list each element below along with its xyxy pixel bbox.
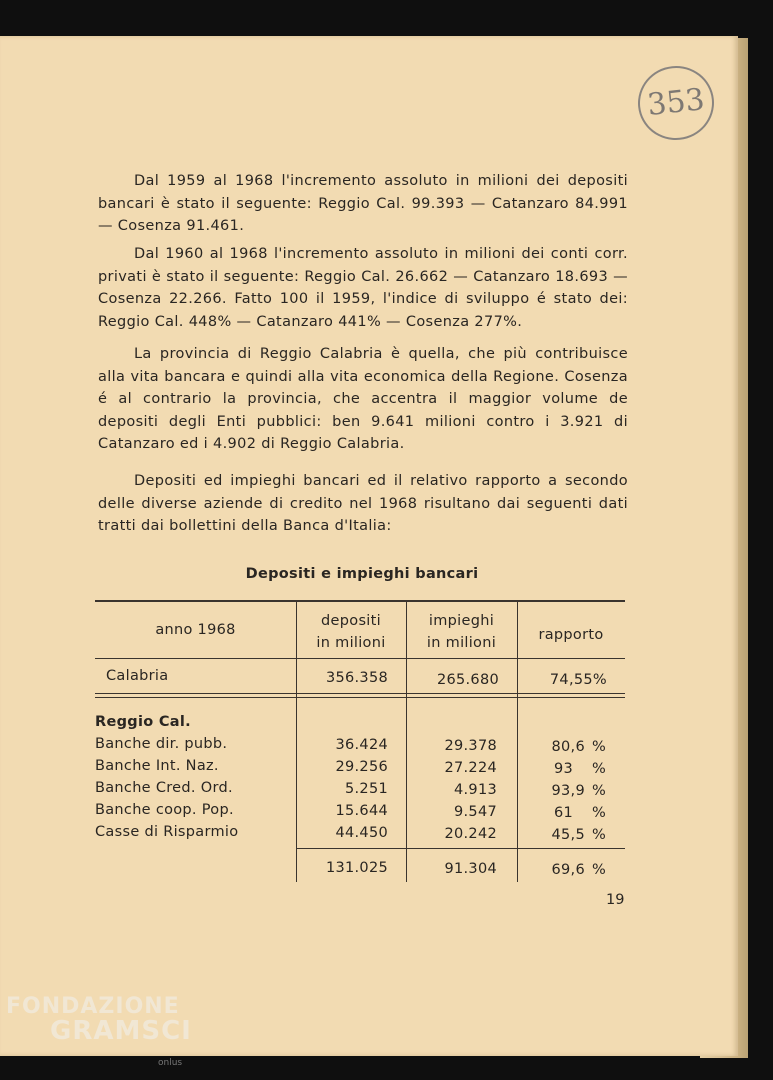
calabria-rule-1 <box>95 693 625 694</box>
total-loans: 91.304 <box>444 861 497 877</box>
watermark-line2: GRAMSCI <box>50 1016 192 1046</box>
table-title: Depositi e impieghi bancari <box>245 566 479 582</box>
paragraph-1: Dal 1959 al 1968 l'incremento assoluto in milioni dei depositi bancari è stato il seguente: Reggio Cal. 99.393 — Catanzaro 84.991 — Cosenza 91.461. <box>98 173 628 234</box>
row-deposits: 29.256 <box>335 759 388 775</box>
row-loans: 29.378 <box>444 738 497 754</box>
section-reggio-cal: Reggio Cal. <box>95 714 191 730</box>
row-label: Casse di Risparmio <box>95 824 239 840</box>
row-ratio: 61 <box>553 805 573 821</box>
row-ratio: 93,9 <box>551 783 585 799</box>
row-label: Banche Int. Naz. <box>95 758 219 774</box>
row-loans: 9.547 <box>453 804 497 820</box>
watermark-logo <box>6 994 192 1068</box>
calabria-rule-2 <box>95 697 625 698</box>
deposits-table <box>95 600 625 882</box>
row-label: Banche Cred. Ord. <box>95 780 233 796</box>
total-deposits: 131.025 <box>325 860 388 876</box>
row-ratio-unit: % <box>592 739 607 755</box>
header-loans-line2: in milioni <box>426 635 497 651</box>
row-ratio: 45,5 <box>551 827 585 843</box>
row-deposits: 5.251 <box>344 781 388 797</box>
paragraph-3: La provincia di Reggio Calabria è quella, che più contribuisce alla vita bancara e quindi alla vita economica della Regione. Cosenza é al contrario la provincia, che accentra il maggior volume de depositi degli Enti pubblici: ben 9.641 milioni contro i 3.921 di Catanzaro ed i 4.902 di Reggio Calabria. <box>98 346 628 452</box>
total-ratio: 69,6 <box>551 862 585 878</box>
watermark-line1: FONDAZIONE <box>6 994 180 1019</box>
paragraph-2: Dal 1960 al 1968 l'incremento assoluto in milioni dei conti corr. privati è stato il seguente: Reggio Cal. 26.662 — Catanzaro 18.693 — Cosenza 22.266. Fatto 100 il 1959, l'indice di sviluppo é stato dei: Reggio Cal. 448% — Catanzaro 441% — Cosenza 277%. <box>98 246 628 330</box>
row-label: Banche dir. pubb. <box>95 736 228 752</box>
row-deposits: 15.644 <box>335 803 388 819</box>
row-ratio-unit: % <box>592 805 607 821</box>
header-loans-line1: impieghi <box>428 613 495 629</box>
row-ratio-unit: % <box>592 827 607 843</box>
header-ratio: rapporto <box>538 627 604 643</box>
watermark-line3: onlus <box>158 1058 183 1068</box>
header-deposits-line2: in milioni <box>316 635 386 651</box>
page-number: 19 <box>606 892 625 908</box>
calabria-ratio: 74,55% <box>549 672 607 688</box>
row-ratio-unit: % <box>592 761 607 777</box>
row-ratio: 80,6 <box>551 739 585 755</box>
paragraph-4: Depositi ed impieghi bancari ed il relativo rapporto a secondo delle diverse aziende di credito nel 1968 risultano dai seguenti dati tratti dai bollettini della Banca d'Italia: <box>98 473 628 534</box>
row-deposits: 44.450 <box>335 825 388 841</box>
calabria-loans: 265.680 <box>436 672 499 688</box>
total-ratio-unit: % <box>592 862 607 878</box>
row-ratio-unit: % <box>592 783 607 799</box>
handwritten-page-annotation: 353 <box>634 62 717 144</box>
total-rule <box>297 848 625 849</box>
header-deposits-line1: depositi <box>321 613 381 629</box>
table-top-rule <box>95 600 625 602</box>
row-loans: 20.242 <box>444 826 497 842</box>
row-ratio: 93 <box>553 761 573 777</box>
row-loans: 4.913 <box>453 782 497 798</box>
row-loans: 27.224 <box>444 760 497 776</box>
calabria-label: Calabria <box>106 668 169 684</box>
calabria-deposits: 356.358 <box>325 670 388 686</box>
row-deposits: 36.424 <box>335 737 388 753</box>
row-label: Banche coop. Pop. <box>95 802 234 818</box>
header-year: anno 1968 <box>155 622 236 638</box>
header-bottom-rule <box>95 658 625 659</box>
